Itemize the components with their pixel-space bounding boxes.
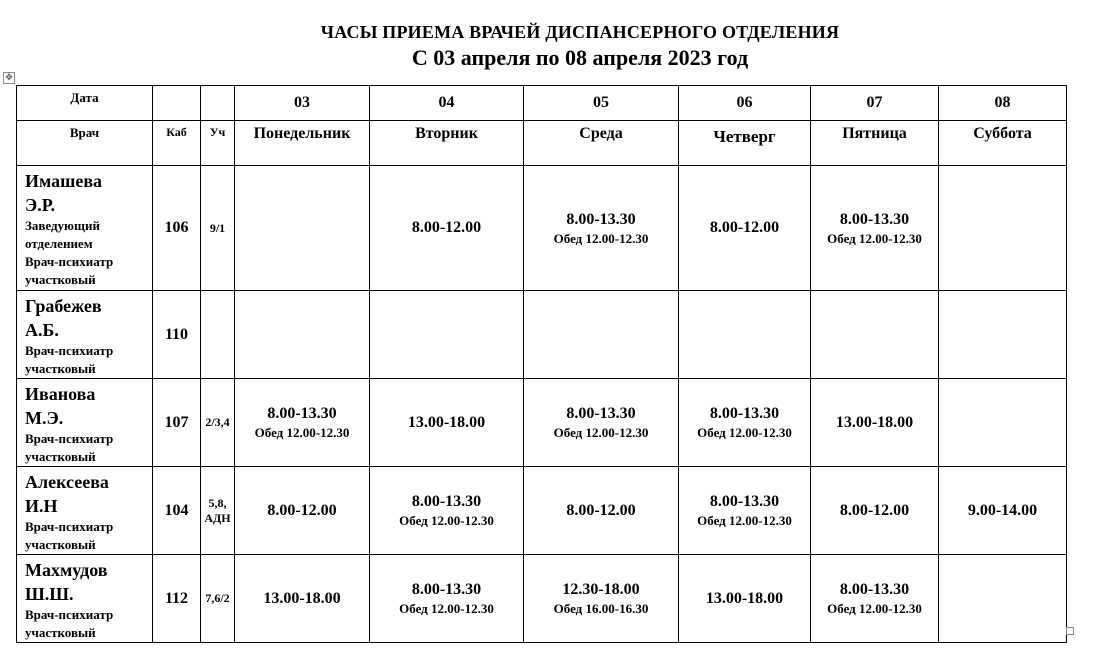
day-cell: Пятница	[811, 121, 939, 166]
hours-value: 8.00-13.30	[709, 493, 780, 510]
doctor-label-cell: Врач	[17, 121, 153, 166]
hours-value: 8.00-13.30	[839, 581, 910, 598]
doctor-position: отделением	[25, 236, 93, 251]
doctor-initials: М.Э.	[25, 408, 64, 428]
hours-cell	[939, 166, 1067, 291]
lunch-value: Обед 12.00-12.30	[254, 425, 350, 440]
date-cell: 05	[524, 86, 679, 121]
doctor-position: участковый	[25, 625, 96, 640]
doctor-position: Врач-психиатр	[25, 254, 114, 269]
hours-value: 13.00-18.00	[835, 413, 914, 431]
date-label-cell: Дата	[17, 86, 153, 121]
doctor-cell	[17, 555, 153, 643]
hours-cell	[370, 555, 524, 643]
schedule-period: С 03 апреля по 08 апреля 2023 год	[411, 45, 749, 70]
doctor-row	[17, 166, 1067, 291]
doctor-position: Заведующий	[25, 218, 100, 233]
table-resize-handle[interactable]	[1066, 627, 1074, 635]
district-cell	[201, 291, 235, 379]
hours-cell	[524, 379, 679, 467]
hours-cell	[524, 166, 679, 291]
hours-cell	[235, 166, 370, 291]
doctor-position: участковый	[25, 272, 96, 287]
doctor-position: участковый	[25, 361, 96, 376]
hours-cell	[939, 555, 1067, 643]
lunch-value: Обед 12.00-12.30	[827, 601, 922, 616]
hours-cell	[679, 555, 811, 643]
hours-cell	[524, 555, 679, 643]
hours-cell	[939, 291, 1067, 379]
hours-cell	[524, 291, 679, 379]
room-cell: 110	[153, 291, 201, 379]
date-cell: 03	[235, 86, 370, 121]
day-cell: Среда	[524, 121, 679, 166]
doctor-initials: А.Б.	[25, 320, 59, 340]
doctor-row	[17, 379, 1067, 467]
room-cell: 107	[153, 379, 201, 467]
hours-cell	[811, 166, 939, 291]
doctor-position: Врач-психиатр	[25, 343, 114, 358]
hours-value: 13.00-18.00	[407, 413, 486, 431]
hours-cell	[679, 467, 811, 555]
doctor-initials: Ш.Ш.	[25, 584, 74, 604]
hours-cell	[811, 379, 939, 467]
hours-value: 8.00-13.30	[411, 581, 482, 598]
date-cell: 04	[370, 86, 524, 121]
lunch-value: Обед 16.00-16.30	[553, 601, 649, 616]
doctor-cell	[17, 291, 153, 379]
doctor-row	[17, 555, 1067, 643]
table-move-handle-icon[interactable]: ✥	[3, 72, 15, 84]
doctor-surname: Иванова	[25, 384, 96, 404]
day-cell: Понедельник	[235, 121, 370, 166]
schedule-table	[16, 85, 1067, 643]
district-value: 2/3,4	[205, 415, 230, 429]
lunch-value: Обед 12.00-12.30	[827, 230, 922, 246]
district-cell	[201, 379, 235, 467]
doctor-surname: Грабежев	[25, 296, 102, 316]
hours-cell	[811, 291, 939, 379]
hours-value: 8.00-12.00	[709, 219, 780, 236]
doctor-surname: Имашева	[25, 171, 103, 191]
hours-value: 8.00-12.00	[267, 501, 337, 519]
room-cell: 106	[153, 166, 201, 291]
hours-value: 12.30-18.00	[562, 581, 640, 598]
doctor-row	[17, 291, 1067, 379]
doctor-position: Врач-психиатр	[25, 607, 114, 622]
hours-value: 13.00-18.00	[705, 589, 784, 607]
hours-cell	[679, 291, 811, 379]
lunch-value: Обед 12.00-12.30	[553, 230, 649, 246]
hours-value: 8.00-13.30	[566, 210, 636, 228]
date-cell: 07	[811, 86, 939, 121]
doctor-cell	[17, 166, 153, 291]
hours-cell	[370, 379, 524, 467]
hours-cell	[811, 467, 939, 555]
date-cell: 06	[679, 86, 811, 121]
hours-value: 8.00-12.00	[839, 501, 910, 519]
doctor-row	[17, 467, 1067, 555]
district-value: АДН	[204, 510, 231, 525]
lunch-value: Обед 12.00-12.30	[697, 425, 792, 440]
day-cell: Вторник	[370, 121, 524, 166]
hours-value: 13.00-18.00	[263, 589, 341, 607]
hours-cell	[235, 467, 370, 555]
district-cell	[201, 467, 235, 555]
doctor-initials: И.Н	[25, 496, 58, 516]
hours-value: 8.00-13.30	[839, 210, 910, 228]
room-cell: 112	[153, 555, 201, 643]
hours-cell	[235, 291, 370, 379]
hours-cell	[679, 379, 811, 467]
hours-value: 9.00-14.00	[967, 501, 1038, 519]
schedule-title: ЧАСЫ ПРИЕМА ВРАЧЕЙ ДИСПАНСЕРНОГО ОТДЕЛЕНИЯ	[320, 22, 840, 42]
hours-cell	[524, 467, 679, 555]
hours-value: 8.00-13.30	[411, 493, 482, 510]
room-label-cell: Каб	[153, 121, 201, 166]
day-cell: Четверг	[679, 121, 811, 166]
date-cell: 08	[939, 86, 1067, 121]
doctor-surname: Алексеева	[25, 472, 109, 492]
hours-value: 8.00-12.00	[566, 501, 636, 519]
doctor-position: участковый	[25, 449, 96, 464]
hours-cell	[235, 379, 370, 467]
days-header-row	[17, 121, 1067, 166]
empty-header-cell	[201, 86, 235, 121]
doctor-position: участковый	[25, 537, 96, 552]
doctor-cell	[17, 467, 153, 555]
district-cell	[201, 555, 235, 643]
doctor-initials: Э.Р.	[25, 195, 55, 215]
district-value: 5,8,	[208, 495, 227, 510]
hours-cell	[939, 467, 1067, 555]
hours-cell	[811, 555, 939, 643]
district-value: 9/1	[209, 220, 226, 235]
district-label-cell: Уч	[201, 121, 235, 166]
hours-cell	[939, 379, 1067, 467]
doctor-position: Врач-психиатр	[25, 519, 114, 534]
lunch-value: Обед 12.00-12.30	[553, 425, 649, 440]
lunch-value: Обед 12.00-12.30	[399, 601, 494, 616]
dates-header-row	[17, 86, 1067, 121]
doctor-position: Врач-психиатр	[25, 431, 114, 446]
hours-cell	[370, 291, 524, 379]
district-cell	[201, 166, 235, 291]
hours-cell	[370, 166, 524, 291]
room-cell: 104	[153, 467, 201, 555]
hours-cell	[679, 166, 811, 291]
empty-header-cell	[153, 86, 201, 121]
day-cell: Суббота	[939, 121, 1067, 166]
hours-cell	[235, 555, 370, 643]
hours-value: 8.00-13.30	[709, 405, 780, 422]
hours-value: 8.00-13.30	[566, 405, 636, 422]
hours-value: 8.00-13.30	[267, 405, 337, 422]
hours-value: 8.00-12.00	[411, 219, 482, 236]
doctor-cell	[17, 379, 153, 467]
hours-cell	[370, 467, 524, 555]
lunch-value: Обед 12.00-12.30	[399, 513, 494, 528]
district-value: 7,6/2	[205, 591, 230, 605]
doctor-surname: Махмудов	[25, 560, 108, 580]
lunch-value: Обед 12.00-12.30	[697, 513, 792, 528]
